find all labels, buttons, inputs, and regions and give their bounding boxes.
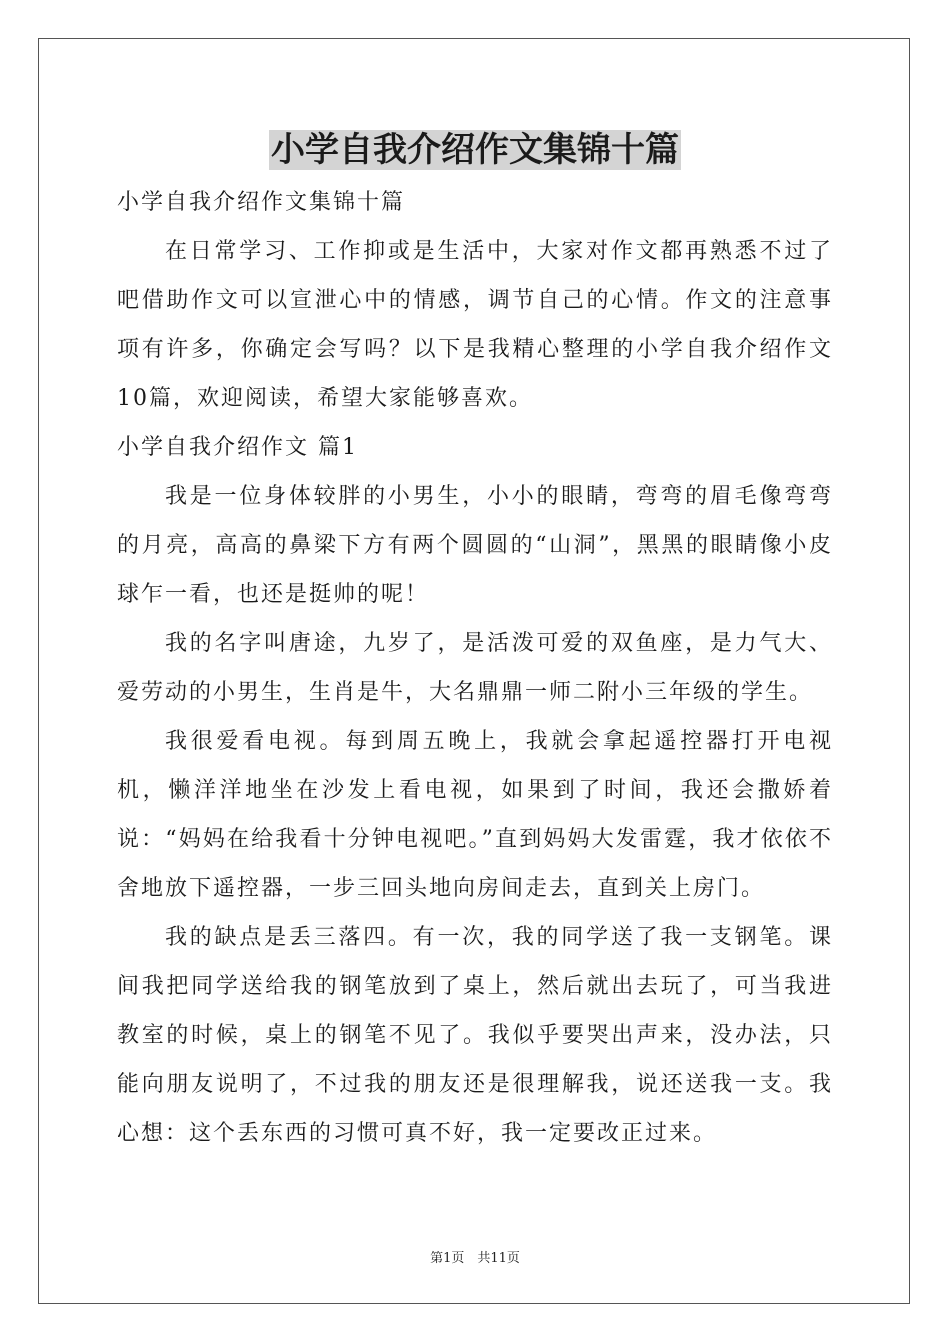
document-body: [117, 178, 833, 1158]
document-subtitle: 小学自我介绍作文集锦十篇: [117, 190, 406, 215]
body-paragraph-3: 我很爱看电视。每到周五晚上，我就会拿起遥控器打开电视机，懒洋洋地坐在沙发上看电视，如果到了时间，我还会撒娇着说：“妈妈在给我看十分钟电视吧。”直到妈妈大发雷霆，我才依依不舍地放下遥控器，一步三回头地向房间走去，直到关上房门。: [117, 729, 833, 901]
page-number-footer: 第1页 共11页: [430, 1251, 520, 1266]
section-heading: 小学自我介绍作文 篇1: [117, 435, 358, 460]
intro-paragraph: 在日常学习、工作抑或是生活中，大家对作文都再熟悉不过了吧借助作文可以宣泄心中的情感，调节自己的心情。作文的注意事项有许多，你确定会写吗？以下是我精心整理的小学自我介绍作文10篇，欢迎阅读，希望大家能够喜欢。: [117, 239, 833, 411]
body-paragraph-4: 我的缺点是丢三落四。有一次，我的同学送了我一支钢笔。课间我把同学送给我的钢笔放到了桌上，然后就出去玩了，可当我进教室的时候，桌上的钢笔不见了。我似乎要哭出声来，没办法，只能向朋友说明了，不过我的朋友还是很理解我，说还送我一支。我心想：这个丢东西的习惯可真不好，我一定要改正过来。: [117, 925, 833, 1146]
document-title-text: 小学自我介绍作文集锦十篇: [271, 130, 679, 170]
document-title: [0, 128, 950, 172]
body-paragraph-1: 我是一位身体较胖的小男生，小小的眼睛，弯弯的眉毛像弯弯的月亮，高高的鼻梁下方有两个圆圆的“山洞”，黑黑的眼睛像小皮球乍一看，也还是挺帅的呢！: [117, 484, 833, 607]
body-paragraph-2: 我的名字叫唐途，九岁了，是活泼可爱的双鱼座，是力气大、爱劳动的小男生，生肖是牛，大名鼎鼎一师二附小三年级的学生。: [117, 631, 833, 705]
